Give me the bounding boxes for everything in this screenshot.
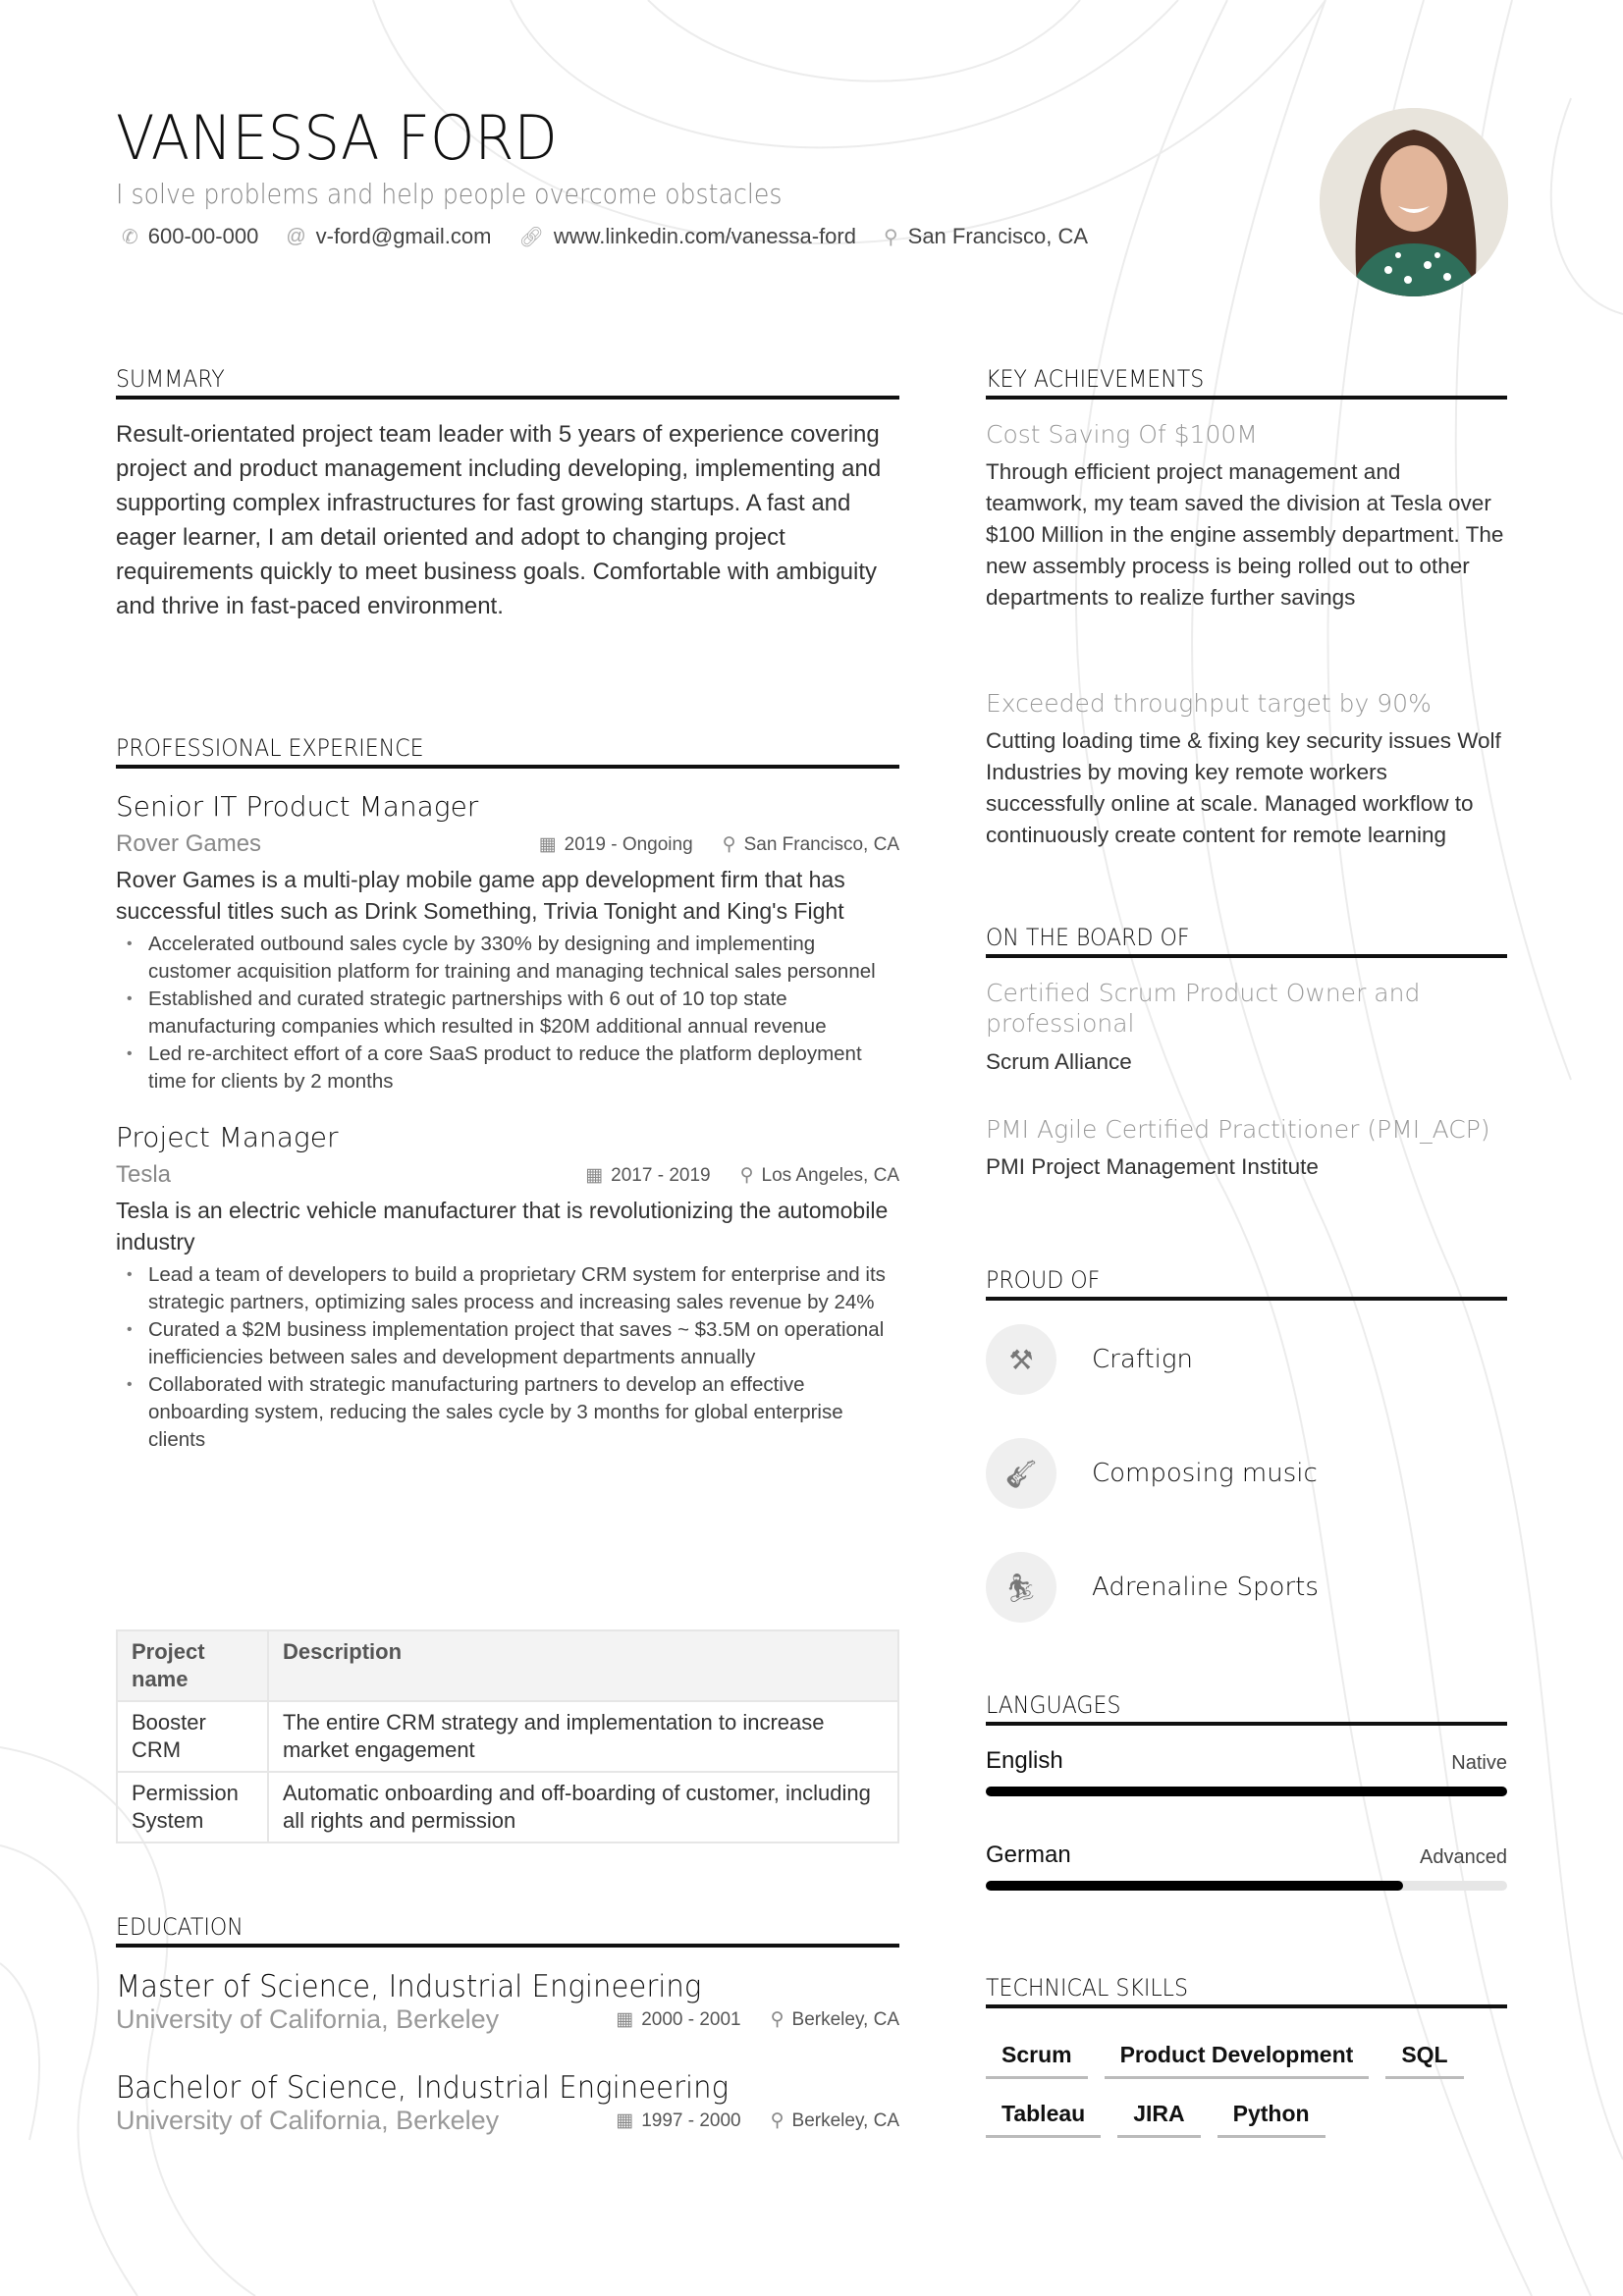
contact-linkedin[interactable] — [518, 224, 856, 249]
achievement-item — [986, 420, 1507, 614]
company-name: Tesla — [116, 1161, 172, 1188]
achievement-title: Exceeded throughput target by 90% — [986, 689, 1432, 718]
section-heading: EDUCATION — [116, 1913, 899, 1948]
achievements-section — [986, 365, 1507, 400]
projects-table-wrap — [116, 1629, 899, 1843]
bullet-item: • Established and curated strategic partnerships with 6 out of 10 top state manufacturing companies which resulted in $20M additional annual revenue — [148, 986, 899, 1041]
location-pin-icon: ⚲ — [739, 1164, 754, 1186]
company-description: Rover Games is a multi-play mobile game app development firm that has successful titles such as Drink Something, Trivia Tonight and King's Fight — [116, 867, 845, 924]
job-bullets — [116, 931, 899, 1095]
achievement-text: Cutting loading time & fixing key security issues Wolf Industries by moving key remote workers successfully online at scale. Managed workflow to continuously create content for remote learning — [986, 728, 1501, 847]
education-section — [116, 1913, 899, 2136]
email-text: v-ford@gmail.com — [315, 224, 492, 248]
calendar-icon: ▦ — [616, 2110, 634, 2131]
proficiency-fill — [986, 1787, 1507, 1796]
proficiency-bar — [986, 1787, 1507, 1796]
skill-tag: Product Development — [1105, 2042, 1370, 2079]
edu-location: Berkeley, CA — [791, 2110, 899, 2131]
profile-photo — [1320, 108, 1508, 296]
education-entry — [116, 2070, 899, 2136]
contact-row — [122, 224, 1088, 249]
job-dates: 2019 - Ongoing — [564, 833, 693, 855]
snowboarder-icon: 🏂︎ — [986, 1552, 1056, 1623]
proud-label: Composing music — [1092, 1459, 1318, 1488]
bullet-item: • Accelerated outbound sales cycle by 330% by designing and implementing customer acquisition platform for training and managing technical sales personnel — [148, 931, 899, 986]
table-row — [117, 1772, 898, 1842]
table-cell: Booster CRM — [117, 1701, 268, 1772]
column-header: Project name — [117, 1630, 268, 1701]
proud-label: Craftign — [1092, 1345, 1193, 1374]
link-icon: 🔗︎ — [518, 226, 544, 248]
table-header-row — [117, 1630, 898, 1701]
section-heading: PROFESSIONAL EXPERIENCE — [116, 734, 899, 769]
experience-section — [116, 734, 899, 1454]
table-cell: Permission System — [117, 1772, 268, 1842]
section-heading: ON THE BOARD OF — [986, 924, 1507, 958]
skills-list — [986, 2042, 1507, 2138]
hammer-wrench-icon: ⚒ — [986, 1324, 1056, 1395]
location-pin-icon: ⚲ — [770, 2009, 784, 2030]
language-level: Advanced — [1420, 1846, 1507, 1868]
job-title: Senior IT Product Manager — [116, 790, 479, 823]
skill-tag: JIRA — [1117, 2101, 1200, 2138]
section-heading: LANGUAGES — [986, 1691, 1507, 1726]
language-item — [986, 1842, 1507, 1891]
bullet-item: • Lead a team of developers to build a proprietary CRM system for enterprise and its strategic partners, optimizing sales process and increasing sales revenue by 24% — [148, 1261, 899, 1316]
achievement-title: Cost Saving Of $100M — [986, 420, 1258, 449]
job-bullets — [116, 1261, 899, 1454]
proud-section — [986, 1266, 1507, 1623]
proud-item — [986, 1438, 1507, 1509]
at-icon: @ — [286, 225, 306, 247]
languages-section — [986, 1691, 1507, 1891]
achievement-text: Through efficient project management and teamwork, my team saved the division at Tesla over $100 Million in the engine assembly department. The new assembly process is being rolled out to other departments to realize further savings — [986, 459, 1504, 610]
skill-tag: Python — [1217, 2101, 1325, 2138]
board-item — [986, 1115, 1507, 1183]
edu-dates: 2000 - 2001 — [641, 2009, 741, 2030]
language-name: English — [986, 1747, 1063, 1774]
column-header: Description — [268, 1630, 898, 1701]
location-pin-icon: ⚲ — [883, 226, 898, 248]
achievement-item — [986, 689, 1507, 851]
job-entry — [116, 790, 899, 1095]
phone-text: 600-00-000 — [147, 224, 259, 248]
section-heading: KEY ACHIEVEMENTS — [986, 365, 1507, 400]
board-title: PMI Agile Certified Practitioner (PMI_ACP) — [986, 1115, 1490, 1144]
job-location: San Francisco, CA — [743, 833, 899, 855]
contact-email[interactable] — [286, 224, 491, 249]
contact-phone[interactable] — [122, 224, 258, 249]
skill-tag: SQL — [1385, 2042, 1463, 2079]
proficiency-fill — [986, 1881, 1403, 1891]
job-location: Los Angeles, CA — [761, 1164, 899, 1186]
section-heading: SUMMARY — [116, 365, 899, 400]
guitar-icon: 🎸︎ — [986, 1438, 1056, 1509]
table-row — [117, 1701, 898, 1772]
summary-text: Result-orientated project team leader with 5 years of experience covering project and product management including developing, implementing and supporting complex infrastructures for fast growing startups. A fast and eager learner, I am detail oriented and adopt to changing project requirements quickly to meet business goals. Comfortable with ambiguity and thrive in fast-paced environment. — [116, 421, 882, 619]
job-title: Project Manager — [116, 1121, 339, 1153]
linkedin-text: www.linkedin.com/vanessa-ford — [553, 224, 856, 248]
contact-location — [884, 224, 1088, 249]
company-description: Tesla is an electric vehicle manufacturer that is revolutionizing the automobile industry — [116, 1198, 889, 1255]
school: University of California, Berkeley — [116, 2004, 500, 2034]
skills-section — [986, 1974, 1507, 2138]
location-pin-icon: ⚲ — [770, 2110, 784, 2131]
board-title: Certified Scrum Product Owner and professional — [986, 979, 1421, 1038]
section-heading: PROUD OF — [986, 1266, 1507, 1301]
skill-tag: Scrum — [986, 2042, 1088, 2079]
language-level: Native — [1451, 1752, 1507, 1774]
calendar-icon: ▦ — [538, 833, 557, 855]
projects-table — [116, 1629, 899, 1843]
edu-dates: 1997 - 2000 — [641, 2110, 741, 2131]
board-org: PMI Project Management Institute — [986, 1154, 1319, 1179]
proud-item — [986, 1552, 1507, 1623]
calendar-icon: ▦ — [616, 2009, 634, 2030]
edu-location: Berkeley, CA — [791, 2009, 899, 2030]
bullet-item: • Curated a $2M business implementation project that saves ~ $3.5M on operational inefficiencies between sales and development departments annually — [148, 1316, 899, 1371]
board-org: Scrum Alliance — [986, 1049, 1132, 1074]
school: University of California, Berkeley — [116, 2106, 500, 2135]
calendar-icon: ▦ — [585, 1164, 604, 1186]
degree: Bachelor of Science, Industrial Engineering — [116, 2070, 730, 2106]
table-cell: The entire CRM strategy and implementation to increase market engagement — [268, 1701, 898, 1772]
language-item — [986, 1747, 1507, 1796]
language-name: German — [986, 1842, 1071, 1868]
proud-item — [986, 1324, 1507, 1395]
table-cell: Automatic onboarding and off-boarding of customer, including all rights and permission — [268, 1772, 898, 1842]
board-section — [986, 924, 1507, 1183]
summary-section — [116, 365, 899, 623]
tagline: I solve problems and help people overcome obstacles — [116, 178, 783, 210]
education-entry — [116, 1969, 899, 2035]
location-text: San Francisco, CA — [907, 224, 1089, 248]
phone-icon: ✆ — [122, 226, 138, 248]
section-heading: TECHNICAL SKILLS — [986, 1974, 1507, 2008]
degree: Master of Science, Industrial Engineering — [116, 1969, 702, 2004]
bullet-item: • Led re-architect effort of a core SaaS product to reduce the platform deployment time for clients by 2 months — [148, 1041, 899, 1095]
board-item — [986, 978, 1507, 1078]
candidate-name: VANESSA FORD — [116, 102, 558, 174]
company-name: Rover Games — [116, 830, 262, 857]
location-pin-icon: ⚲ — [722, 833, 736, 855]
proud-label: Adrenaline Sports — [1092, 1573, 1319, 1602]
skill-tag: Tableau — [986, 2101, 1101, 2138]
job-entry — [116, 1121, 899, 1454]
proficiency-bar — [986, 1881, 1507, 1891]
job-dates: 2017 - 2019 — [611, 1164, 711, 1186]
bullet-item: • Collaborated with strategic manufacturing partners to develop an effective onboarding system, reducing the sales cycle by 3 months for global enterprise clients — [148, 1371, 899, 1454]
